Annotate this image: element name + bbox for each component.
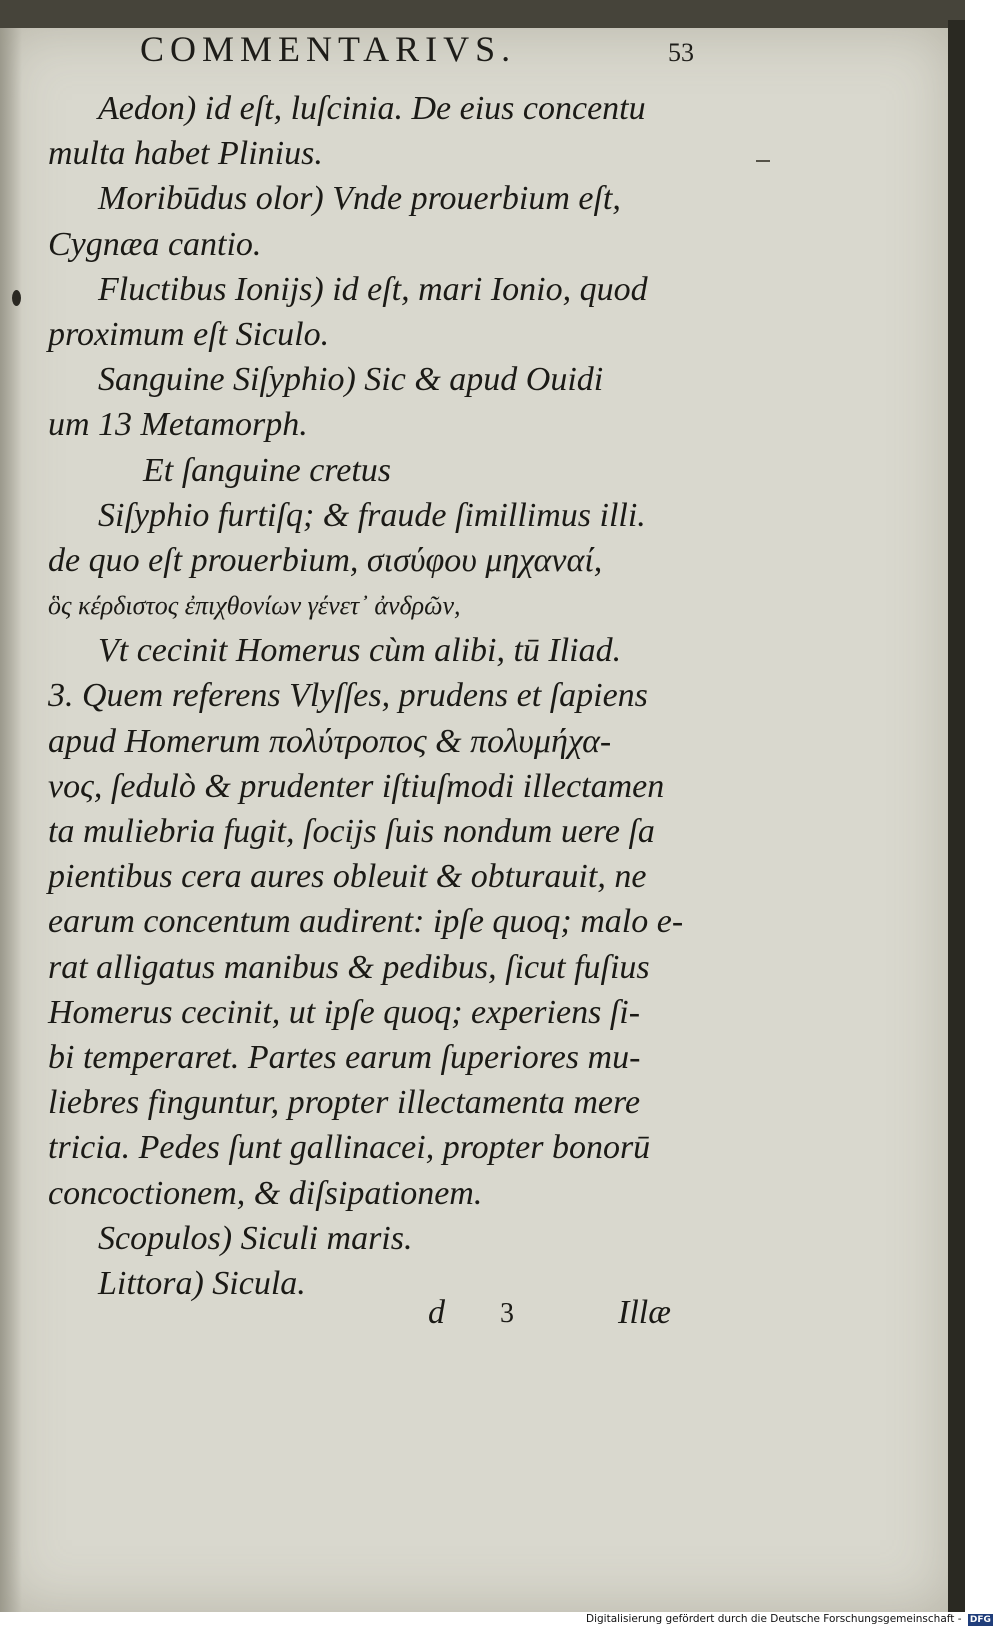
text-line: Sanguine Siſyphio) Sic & apud Ouidi: [98, 361, 604, 399]
text-line: rat alligatus manibus & pedibus, ſicut fuſius: [48, 948, 650, 986]
commentary-text-block: [48, 86, 698, 1306]
catchword: Illæ: [618, 1294, 671, 1331]
text-line: earum concentum audirent: ipſe quoq; malo e-: [48, 903, 684, 941]
signature-letter: d: [428, 1294, 445, 1331]
text-line: um 13 Metamorph.: [48, 406, 308, 444]
text-line: Aedon) id eſt, luſcinia. De eius concentu: [98, 90, 646, 127]
text-line: Et ſanguine cretus: [143, 451, 392, 489]
ink-spot-mark: [12, 290, 21, 306]
dfg-logo-icon: DFG: [969, 1615, 991, 1625]
text-line: bi temperaret. Partes earum ſuperiores mu-: [48, 1038, 641, 1076]
text-line: de quo eſt prouerbium, σισύφου μηχαναί,: [48, 541, 603, 579]
text-line: Littora) Sicula.: [98, 1264, 306, 1302]
text-line: Scopulos) Siculi maris.: [98, 1219, 413, 1257]
text-line: multa habet Plinius.: [48, 135, 323, 173]
text-line: Homerus cecinit, ut ipſe quoq; experiens ſi-: [48, 993, 641, 1031]
text-line: ta muliebria fugit, ſocijs ſuis nondum uere ſa: [48, 813, 655, 850]
scan-right-edge: [948, 20, 965, 1612]
signature-number: 3: [500, 1298, 514, 1329]
running-title: COMMENTARIVS.: [140, 29, 517, 69]
page-number: 53: [668, 38, 694, 67]
text-line: Moribūdus olor) Vnde prouerbium eſt,: [98, 180, 621, 218]
text-line: Vt cecinit Homerus cùm alibi, tū Iliad.: [98, 632, 622, 670]
credit-text: Digitalisierung gefördert durch die Deutsche Forschungsgemeinschaft: [586, 1613, 955, 1625]
text-line: ὃς κέρδιστος ἐπιχθονίων γένετ᾽ ἀνδρῶν,: [48, 591, 461, 621]
text-line: tricia. Pedes ſunt gallinacei, propter bonorū: [48, 1129, 651, 1167]
text-line: concoctionem, & diſsipationem.: [48, 1174, 483, 1212]
text-line: apud Homerum πολύτροπος & πολυμήχα-: [48, 722, 612, 760]
text-line: Siſyphio furtiſq; & fraude ſimillimus illi.: [98, 496, 646, 534]
text-line: 3. Quem referens Vlyſſes, prudens et ſapiens: [48, 677, 648, 715]
text-line: Fluctibus Ionijs) id eſt, mari Ionio, quod: [98, 270, 648, 308]
text-line: proximum eſt Siculo.: [48, 315, 330, 353]
margin-dash-mark: [756, 160, 770, 162]
text-line: liebres finguntur, propter illectamenta mere: [48, 1084, 641, 1122]
text-line: pientibus cera aures obleuit & obturauit, ne: [48, 858, 647, 896]
scan-top-edge: [0, 0, 965, 28]
binding-gutter: [0, 28, 22, 1612]
digitization-credit: Digitalisierung gefördert durch die Deutsche Forschungsgemeinschaft - DFG: [586, 1613, 991, 1625]
text-line: νος, ſedulò & prudenter iſtiuſmodi illectamen: [48, 767, 665, 805]
text-line: Cygnæa cantio.: [48, 225, 262, 263]
